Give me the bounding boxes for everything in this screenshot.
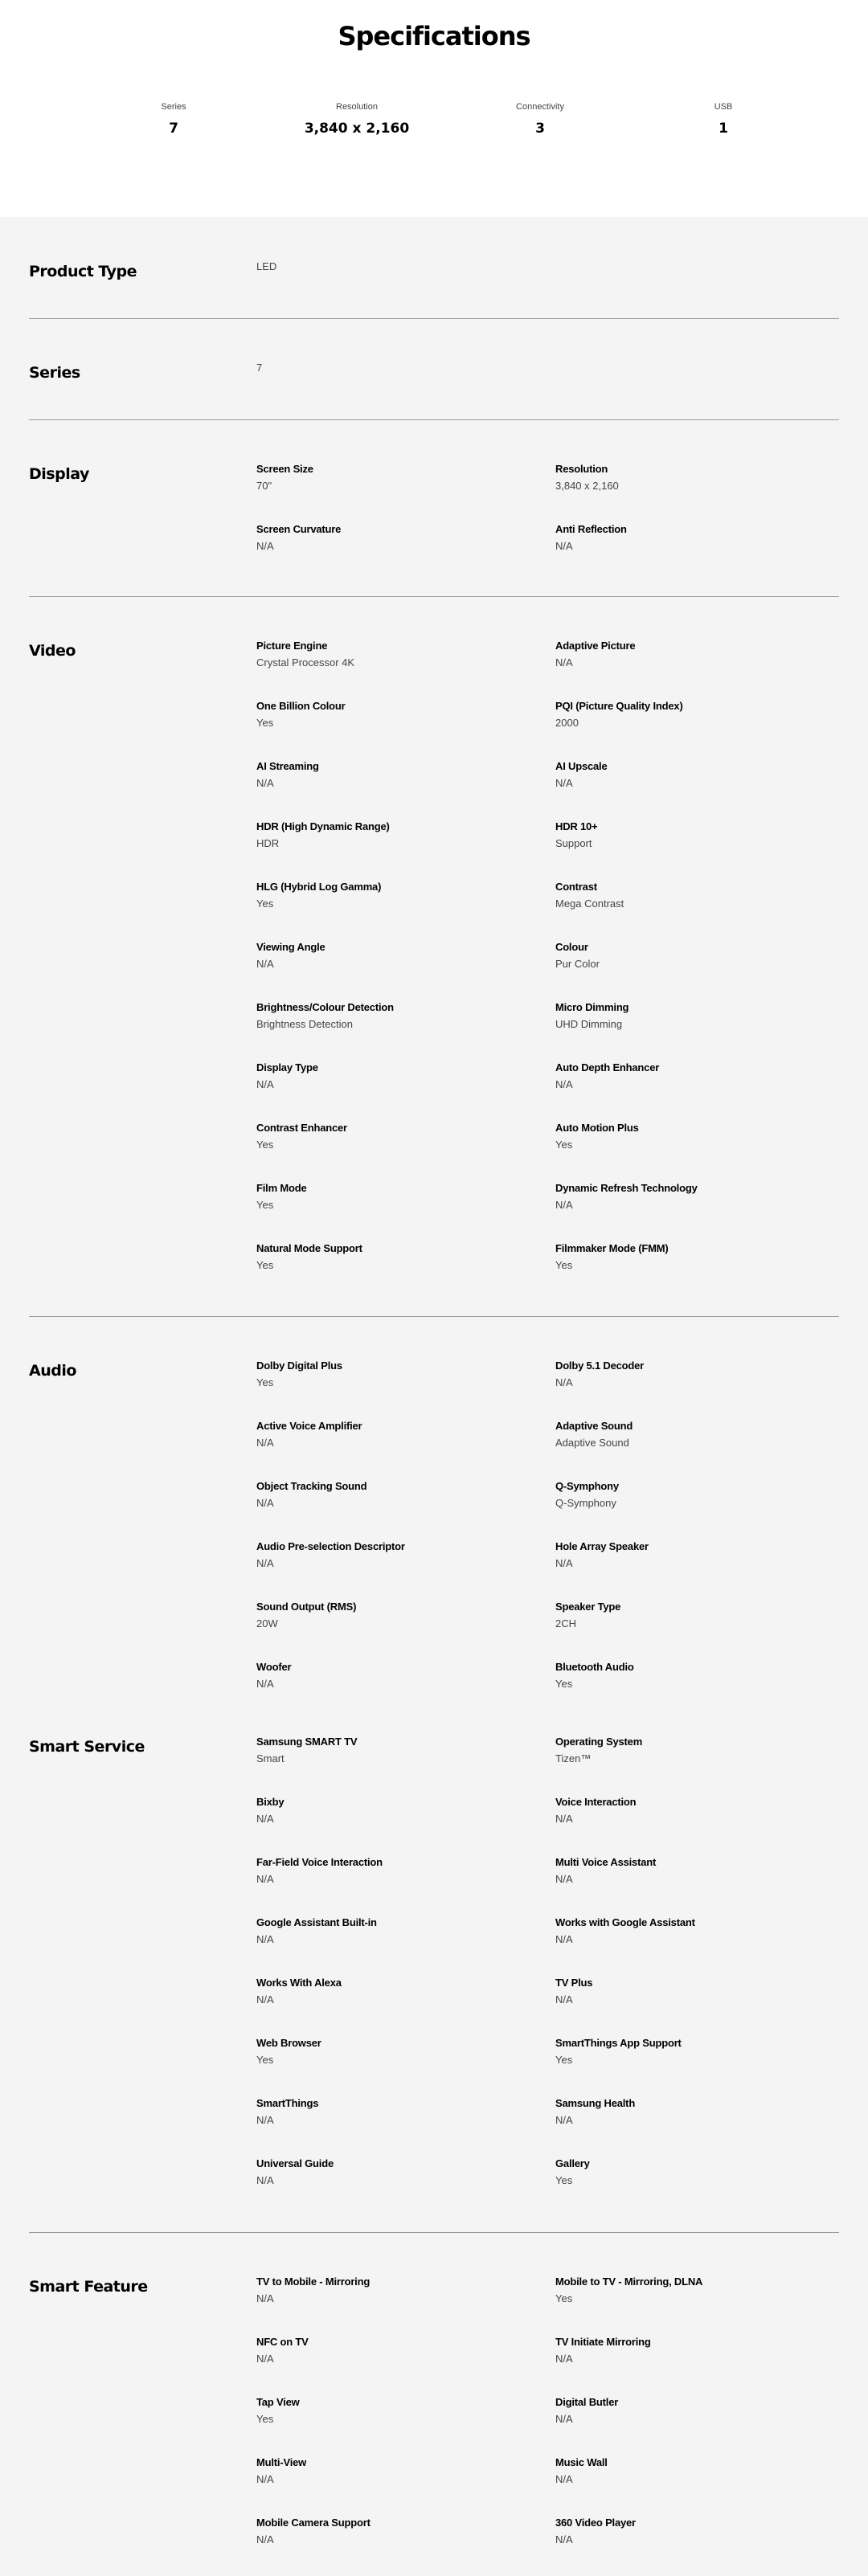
spec-value: N/A: [256, 540, 274, 552]
spec-name: SmartThings App Support: [555, 2037, 682, 2049]
spec-item: [555, 2275, 829, 2305]
spec-name: Brightness/Colour Detection: [256, 1001, 394, 1013]
spec-item: [256, 2456, 530, 2486]
spec-item: [256, 1061, 530, 1091]
spec-item: [256, 1601, 530, 1630]
key-spec-label: Resolution: [336, 102, 378, 112]
spec-name: Colour: [555, 941, 588, 953]
spec-item: [256, 820, 530, 850]
spec-value: N/A: [256, 1993, 274, 2006]
spec-value: Yes: [256, 717, 274, 729]
section-title: Display: [29, 465, 89, 483]
section-divider: [29, 1316, 839, 1317]
spec-name: Dynamic Refresh Technology: [555, 1182, 698, 1194]
section-divider: [29, 318, 839, 319]
spec-name: Adaptive Sound: [555, 1420, 633, 1432]
spec-name: Contrast Enhancer: [256, 1122, 347, 1134]
spec-item: [555, 2037, 829, 2067]
spec-item: [256, 640, 530, 669]
section-title: Product Type: [29, 263, 137, 280]
spec-name: Operating System: [555, 1736, 643, 1748]
spec-value: 3,840 x 2,160: [555, 480, 619, 492]
spec-name: Picture Engine: [256, 640, 328, 652]
spec-item: [256, 463, 530, 493]
spec-name: Digital Butler: [555, 2396, 619, 2408]
spec-item: [555, 1916, 829, 1946]
spec-value: 70": [256, 480, 272, 492]
spec-item: [256, 1540, 530, 1570]
spec-item: [555, 1796, 829, 1826]
section-title: Audio: [29, 1362, 76, 1380]
spec-name: Speaker Type: [555, 1601, 621, 1613]
spec-item: [256, 2037, 530, 2067]
spec-value: N/A: [256, 1497, 274, 1509]
section-title: Video: [29, 642, 76, 660]
spec-name: Q-Symphony: [555, 1480, 619, 1492]
spec-name: Audio Pre-selection Descriptor: [256, 1540, 405, 1552]
section-divider: [29, 596, 839, 597]
spec-name: HDR 10+: [555, 820, 598, 832]
spec-value: N/A: [555, 656, 573, 669]
spec-name: TV Initiate Mirroring: [555, 2336, 651, 2348]
spec-item: [256, 2157, 530, 2187]
spec-name: Samsung SMART TV: [256, 1736, 358, 1748]
spec-name: Google Assistant Built-in: [256, 1916, 377, 1928]
spec-name: Works With Alexa: [256, 1977, 342, 1989]
spec-item: [555, 941, 829, 971]
spec-name: Contrast: [555, 881, 597, 893]
spec-item: [555, 1977, 829, 2006]
key-spec-series: [93, 101, 254, 137]
spec-item: [256, 1661, 530, 1691]
spec-item: [555, 1736, 829, 1765]
spec-value: N/A: [256, 958, 274, 970]
key-spec-value: 7: [169, 121, 178, 137]
spec-name: Resolution: [555, 463, 608, 475]
spec-item: [256, 881, 530, 910]
spec-name: Anti Reflection: [555, 523, 627, 535]
spec-item: [555, 1061, 829, 1091]
spec-value: Yes: [256, 898, 274, 910]
spec-value: N/A: [256, 2114, 274, 2126]
spec-item: [256, 1420, 530, 1450]
spec-value: N/A: [256, 2292, 274, 2304]
spec-item: [256, 1736, 530, 1765]
spec-item: [256, 362, 530, 374]
section-divider: [29, 2232, 839, 2233]
spec-name: Far-Field Voice Interaction: [256, 1856, 383, 1868]
spec-item: [256, 523, 530, 553]
spec-name: Object Tracking Sound: [256, 1480, 367, 1492]
spec-value: Adaptive Sound: [555, 1437, 629, 1449]
key-spec-connectivity: [460, 101, 620, 137]
spec-item: [256, 2336, 530, 2365]
spec-value: N/A: [256, 1813, 274, 1825]
spec-value: N/A: [555, 1933, 573, 1945]
spec-item: [256, 1856, 530, 1886]
spec-value: Brightness Detection: [256, 1018, 353, 1030]
spec-value: Pur Color: [555, 958, 600, 970]
spec-value: Yes: [256, 2054, 274, 2066]
key-spec-label: USB: [714, 102, 733, 112]
spec-value: N/A: [555, 2533, 573, 2545]
spec-value: N/A: [555, 1376, 573, 1388]
spec-name: PQI (Picture Quality Index): [555, 700, 683, 712]
spec-item: [555, 700, 829, 730]
spec-value: Yes: [256, 1139, 274, 1151]
key-spec-resolution: [276, 101, 437, 137]
specifications-header: [0, 0, 868, 217]
spec-value: Yes: [256, 1199, 274, 1211]
spec-name: Voice Interaction: [555, 1796, 637, 1808]
spec-name: Hole Array Speaker: [555, 1540, 649, 1552]
spec-item: [256, 2517, 530, 2546]
spec-item: [256, 2396, 530, 2426]
spec-name: Dolby Digital Plus: [256, 1360, 342, 1372]
spec-name: Bluetooth Audio: [555, 1661, 634, 1673]
section-title: Series: [29, 364, 80, 382]
spec-item: [555, 1001, 829, 1031]
spec-name: Screen Curvature: [256, 523, 342, 535]
spec-name: Active Voice Amplifier: [256, 1420, 362, 1432]
spec-name: Samsung Health: [555, 2097, 636, 2109]
spec-item: [555, 1601, 829, 1630]
spec-value: Yes: [555, 1139, 573, 1151]
spec-value: 7: [256, 362, 263, 374]
spec-name: One Billion Colour: [256, 700, 346, 712]
spec-value: HDR: [256, 837, 280, 849]
spec-item: [555, 1360, 829, 1389]
spec-item: [555, 2456, 829, 2486]
spec-item: [555, 1856, 829, 1886]
spec-name: SmartThings: [256, 2097, 319, 2109]
spec-name: Music Wall: [555, 2456, 608, 2468]
key-spec-value: 3: [535, 121, 545, 137]
key-spec-value: 3,840 x 2,160: [304, 121, 410, 137]
spec-name: Works with Google Assistant: [555, 1916, 695, 1928]
spec-value: Yes: [256, 1376, 274, 1388]
spec-item: [256, 2097, 530, 2127]
spec-item: [256, 1360, 530, 1389]
key-spec-usb: [643, 101, 804, 137]
spec-item: [555, 523, 829, 553]
spec-item: [555, 463, 829, 493]
spec-item: [256, 1001, 530, 1031]
spec-name: HLG (Hybrid Log Gamma): [256, 881, 382, 893]
spec-name: TV to Mobile - Mirroring: [256, 2275, 371, 2288]
spec-value: UHD Dimming: [555, 1018, 623, 1030]
spec-name: Multi-View: [256, 2456, 307, 2468]
spec-name: Adaptive Picture: [555, 640, 636, 652]
key-specs-summary: [0, 101, 868, 141]
spec-name: Film Mode: [256, 1182, 307, 1194]
spec-value: 2000: [555, 717, 579, 729]
spec-value: N/A: [256, 1437, 274, 1449]
spec-name: Mobile Camera Support: [256, 2517, 371, 2529]
spec-name: Auto Depth Enhancer: [555, 1061, 660, 1073]
key-spec-value: 1: [719, 121, 728, 137]
spec-item: [256, 760, 530, 790]
spec-item: [555, 1420, 829, 1450]
spec-value: Yes: [555, 2054, 573, 2066]
spec-value: 20W: [256, 1617, 278, 1629]
spec-item: [555, 760, 829, 790]
spec-value: Support: [555, 837, 592, 849]
spec-item: [555, 2336, 829, 2365]
spec-name: NFC on TV: [256, 2336, 309, 2348]
spec-value: N/A: [555, 2114, 573, 2126]
spec-value: N/A: [256, 2174, 274, 2186]
spec-name: Viewing Angle: [256, 941, 326, 953]
spec-item: [256, 1916, 530, 1946]
spec-value: Yes: [555, 1678, 573, 1690]
spec-name: Tap View: [256, 2396, 300, 2408]
spec-value: Crystal Processor 4K: [256, 656, 355, 669]
section-divider: [29, 419, 839, 420]
page-title: Specifications: [338, 21, 530, 51]
spec-item: [256, 1480, 530, 1510]
key-spec-label: Series: [161, 102, 186, 112]
spec-name: AI Upscale: [555, 760, 608, 772]
spec-item: [256, 1796, 530, 1826]
spec-name: Screen Size: [256, 463, 313, 475]
spec-item: [555, 1661, 829, 1691]
spec-name: Dolby 5.1 Decoder: [555, 1360, 645, 1372]
spec-name: Filmmaker Mode (FMM): [555, 1242, 669, 1254]
spec-value: N/A: [555, 1873, 573, 1885]
spec-value: Yes: [256, 1259, 274, 1271]
spec-item: [256, 700, 530, 730]
section-title: Smart Service: [29, 1738, 145, 1756]
spec-value: Yes: [256, 2413, 274, 2425]
spec-value: N/A: [555, 1078, 573, 1090]
spec-item: [555, 2517, 829, 2546]
spec-item: [555, 1540, 829, 1570]
spec-value: N/A: [555, 1199, 573, 1211]
spec-item: [256, 1977, 530, 2006]
spec-item: [256, 1122, 530, 1151]
spec-value: N/A: [555, 2473, 573, 2485]
spec-name: Micro Dimming: [555, 1001, 629, 1013]
spec-name: Universal Guide: [256, 2157, 334, 2169]
spec-name: Bixby: [256, 1796, 285, 1808]
spec-value: N/A: [256, 1557, 274, 1569]
spec-item: [555, 1182, 829, 1212]
spec-name: Display Type: [256, 1061, 318, 1073]
spec-name: Mobile to TV - Mirroring, DLNA: [555, 2275, 703, 2288]
spec-name: Multi Voice Assistant: [555, 1856, 657, 1868]
spec-item: [555, 640, 829, 669]
spec-value: N/A: [555, 1813, 573, 1825]
spec-item: [555, 820, 829, 850]
spec-value: Q-Symphony: [555, 1497, 616, 1509]
spec-item: [555, 881, 829, 910]
spec-value: Yes: [555, 1259, 573, 1271]
spec-value: Yes: [555, 2174, 573, 2186]
section-title: Smart Feature: [29, 2278, 148, 2296]
spec-item: [256, 1182, 530, 1212]
spec-value: N/A: [256, 1933, 274, 1945]
spec-name: AI Streaming: [256, 760, 319, 772]
spec-name: Auto Motion Plus: [555, 1122, 639, 1134]
spec-item: [256, 260, 530, 273]
spec-name: Web Browser: [256, 2037, 321, 2049]
spec-value: 2CH: [555, 1617, 577, 1629]
spec-value: N/A: [256, 1078, 274, 1090]
spec-item: [555, 2396, 829, 2426]
spec-name: Woofer: [256, 1661, 292, 1673]
spec-value: N/A: [555, 777, 573, 789]
spec-item: [555, 1242, 829, 1272]
spec-value: N/A: [256, 777, 274, 789]
spec-value: N/A: [555, 2353, 573, 2365]
spec-name: HDR (High Dynamic Range): [256, 820, 390, 832]
spec-name: TV Plus: [555, 1977, 593, 1989]
spec-value: Tizen™: [555, 1752, 592, 1764]
spec-value: N/A: [555, 2413, 573, 2425]
spec-value: Smart: [256, 1752, 285, 1764]
spec-item: [555, 2157, 829, 2187]
spec-item: [555, 2097, 829, 2127]
spec-name: Gallery: [555, 2157, 590, 2169]
spec-value: LED: [256, 260, 277, 272]
spec-value: N/A: [256, 2473, 274, 2485]
spec-value: N/A: [256, 1873, 274, 1885]
spec-value: N/A: [555, 540, 573, 552]
spec-value: N/A: [256, 1678, 274, 1690]
spec-value: N/A: [256, 2533, 274, 2545]
spec-item: [555, 1480, 829, 1510]
spec-value: Yes: [555, 2292, 573, 2304]
spec-value: N/A: [555, 1993, 573, 2006]
spec-item: [555, 1122, 829, 1151]
spec-item: [256, 1242, 530, 1272]
key-spec-label: Connectivity: [516, 102, 564, 112]
spec-value: Mega Contrast: [555, 898, 624, 910]
spec-value: N/A: [256, 2353, 274, 2365]
spec-value: N/A: [555, 1557, 573, 1569]
spec-item: [256, 2275, 530, 2305]
spec-item: [256, 941, 530, 971]
spec-name: Sound Output (RMS): [256, 1601, 357, 1613]
spec-name: 360 Video Player: [555, 2517, 636, 2529]
spec-name: Natural Mode Support: [256, 1242, 362, 1254]
